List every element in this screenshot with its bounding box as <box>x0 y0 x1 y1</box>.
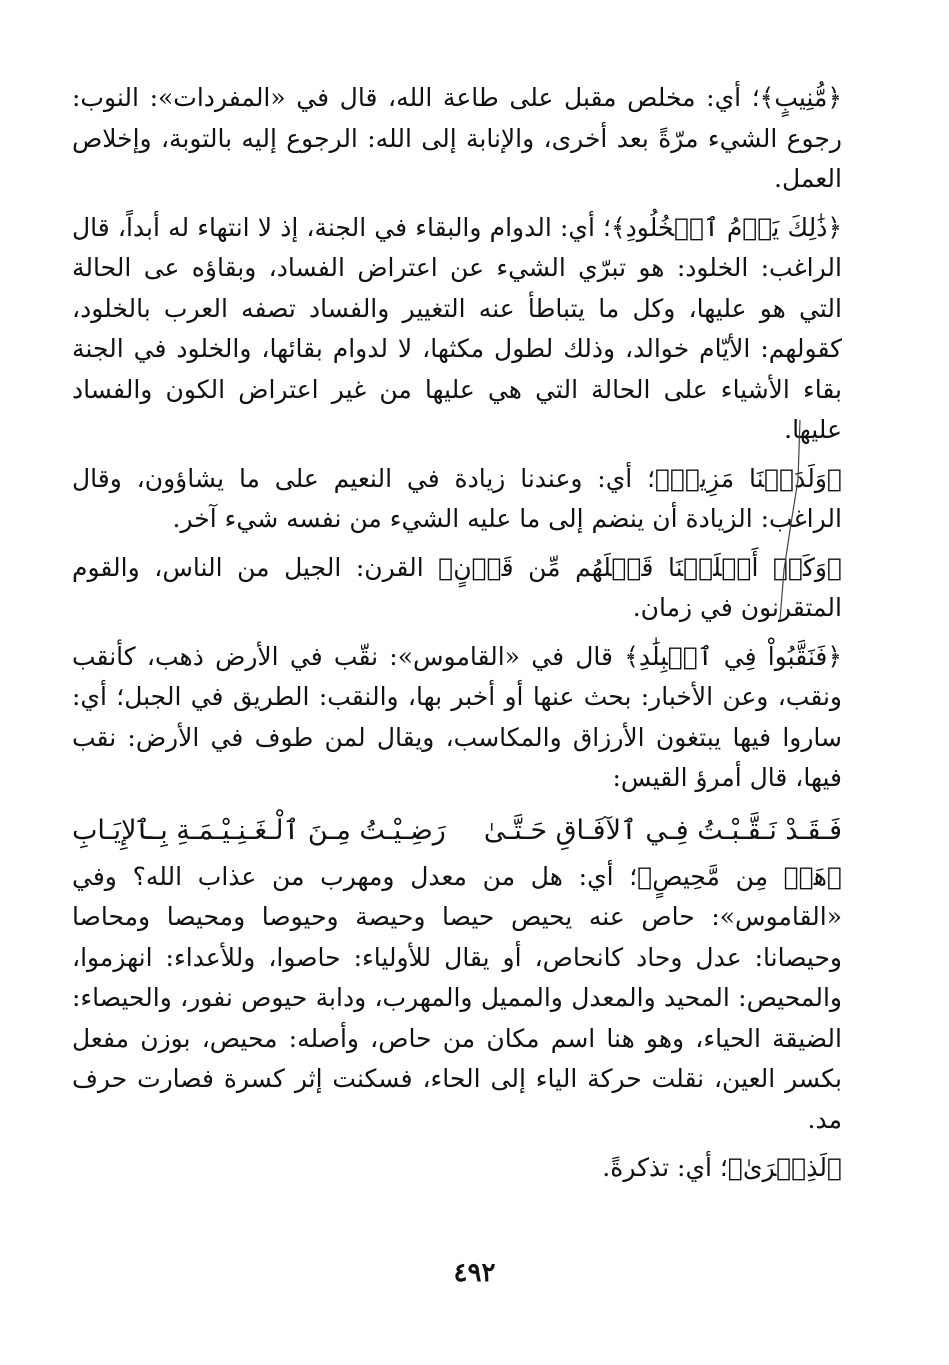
paragraph-qarn: ﴿وَكَمۡ أَهۡلَكۡنَا قَبۡلَهُم مِّن قَرۡنٍ﴾ القرن: الجيل من الناس، والقوم المتقرنون في زمان. <box>72 552 842 622</box>
poetry-verse <box>72 807 842 855</box>
verse-first-hemistich: فَـقَـدْ نَـقَّـبْـتُ فِـي ٱلآفَـاقِ حَـتَّـىٰ <box>483 814 842 846</box>
commentary-text <box>72 78 842 1197</box>
paragraph-mazeed: ﴿وَلَدَيۡنَا مَزِيدٞ﴾؛ أي: وعندنا زيادة في النعيم على ما يشاؤون، وقال الراغب: الزيادة أن ينضم إلى ما عليه الشيء من نفسه شيء آخر. <box>72 463 842 533</box>
verse-second-hemistich: رَضِـيْـتُ مِـنَ ٱلْـغَـنِـيْـمَـةِ بِـٱلإِيَـابِ <box>72 814 446 846</box>
paragraph-naqqabu: ﴿فَنَقَّبُواْ فِي ٱلۡبِلَٰدِ﴾ قال في «القاموس»: نقّب في الأرض ذهب، كأنقب ونقب، وعن الأخبار: بحث عنها أو أخبر بها، والنقب: الطريق في الجبل؛ أي: ساروا فيها يبتغون الأرزاق والمكاسب، ويقال لمن طوف في الأرض: نقب فيها، قال أمرؤ القيس: <box>72 641 842 792</box>
paragraph-dhikra: ﴿لَذِكۡرَىٰ﴾؛ أي: تذكرةً. <box>602 1153 842 1182</box>
pen-stroke-mark <box>760 420 820 640</box>
paragraph-khulud: ﴿ذَٰلِكَ يَوۡمُ ٱلۡخُلُودِ﴾؛ أي: الدوام والبقاء في الجنة، إذ لا انتهاء له أبداً، قال الراغب: الخلود: هو تبرّي الشيء عن اعتراض الفساد، وبقاؤه عى الحالة التي هو عليها، وكل ما يتباطأ عنه التغيير والفساد تصفه العرب بالخلود، كقولهم: الأيّام خوالد، وذلك لطول مكثها، لا لدوام بقائها، والخلود في الجنة بقاء الأشياء على الحالة التي هي عليها من غير اعتراض الكون والفساد عليها. <box>72 212 842 444</box>
paragraph-maheess: ﴿هَلۡ مِن مَّحِيصٍ﴾؛ أي: هل من معدل ومهرب من عذاب الله؟ وفي «القاموس»: حاص عنه يحيص حيصا وحيصة وحيوصا ومحيصا ومحاصا وحيصانا: عدل وحاد كانحاص، أو يقال للأولياء: حاصوا، وللأعداء: انهزموا، والمحيص: المحيد والمعدل والمميل والمهرب، ودابة حيوص نفور، والحيصاء: الضيقة الحياء، وهو هنا اسم مكان من حاص، وأصله: محيص، بوزن مفعل بكسر العين، نقلت حركة الياء إلى الحاء، فسكنت إثر كسرة فصارت حرف مد. <box>72 861 842 1134</box>
paragraph-muneeb: ﴿مُّنِيبٍ﴾؛ أي: مخلص مقبل على طاعة الله، قال في «المفردات»: النوب: رجوع الشيء مرّةً بعد أخرى، والإنابة إلى الله: الرجوع إليه بالتوبة، وإخلاص العمل. <box>72 83 842 193</box>
page-number: ٤٩٢ <box>453 1258 496 1288</box>
